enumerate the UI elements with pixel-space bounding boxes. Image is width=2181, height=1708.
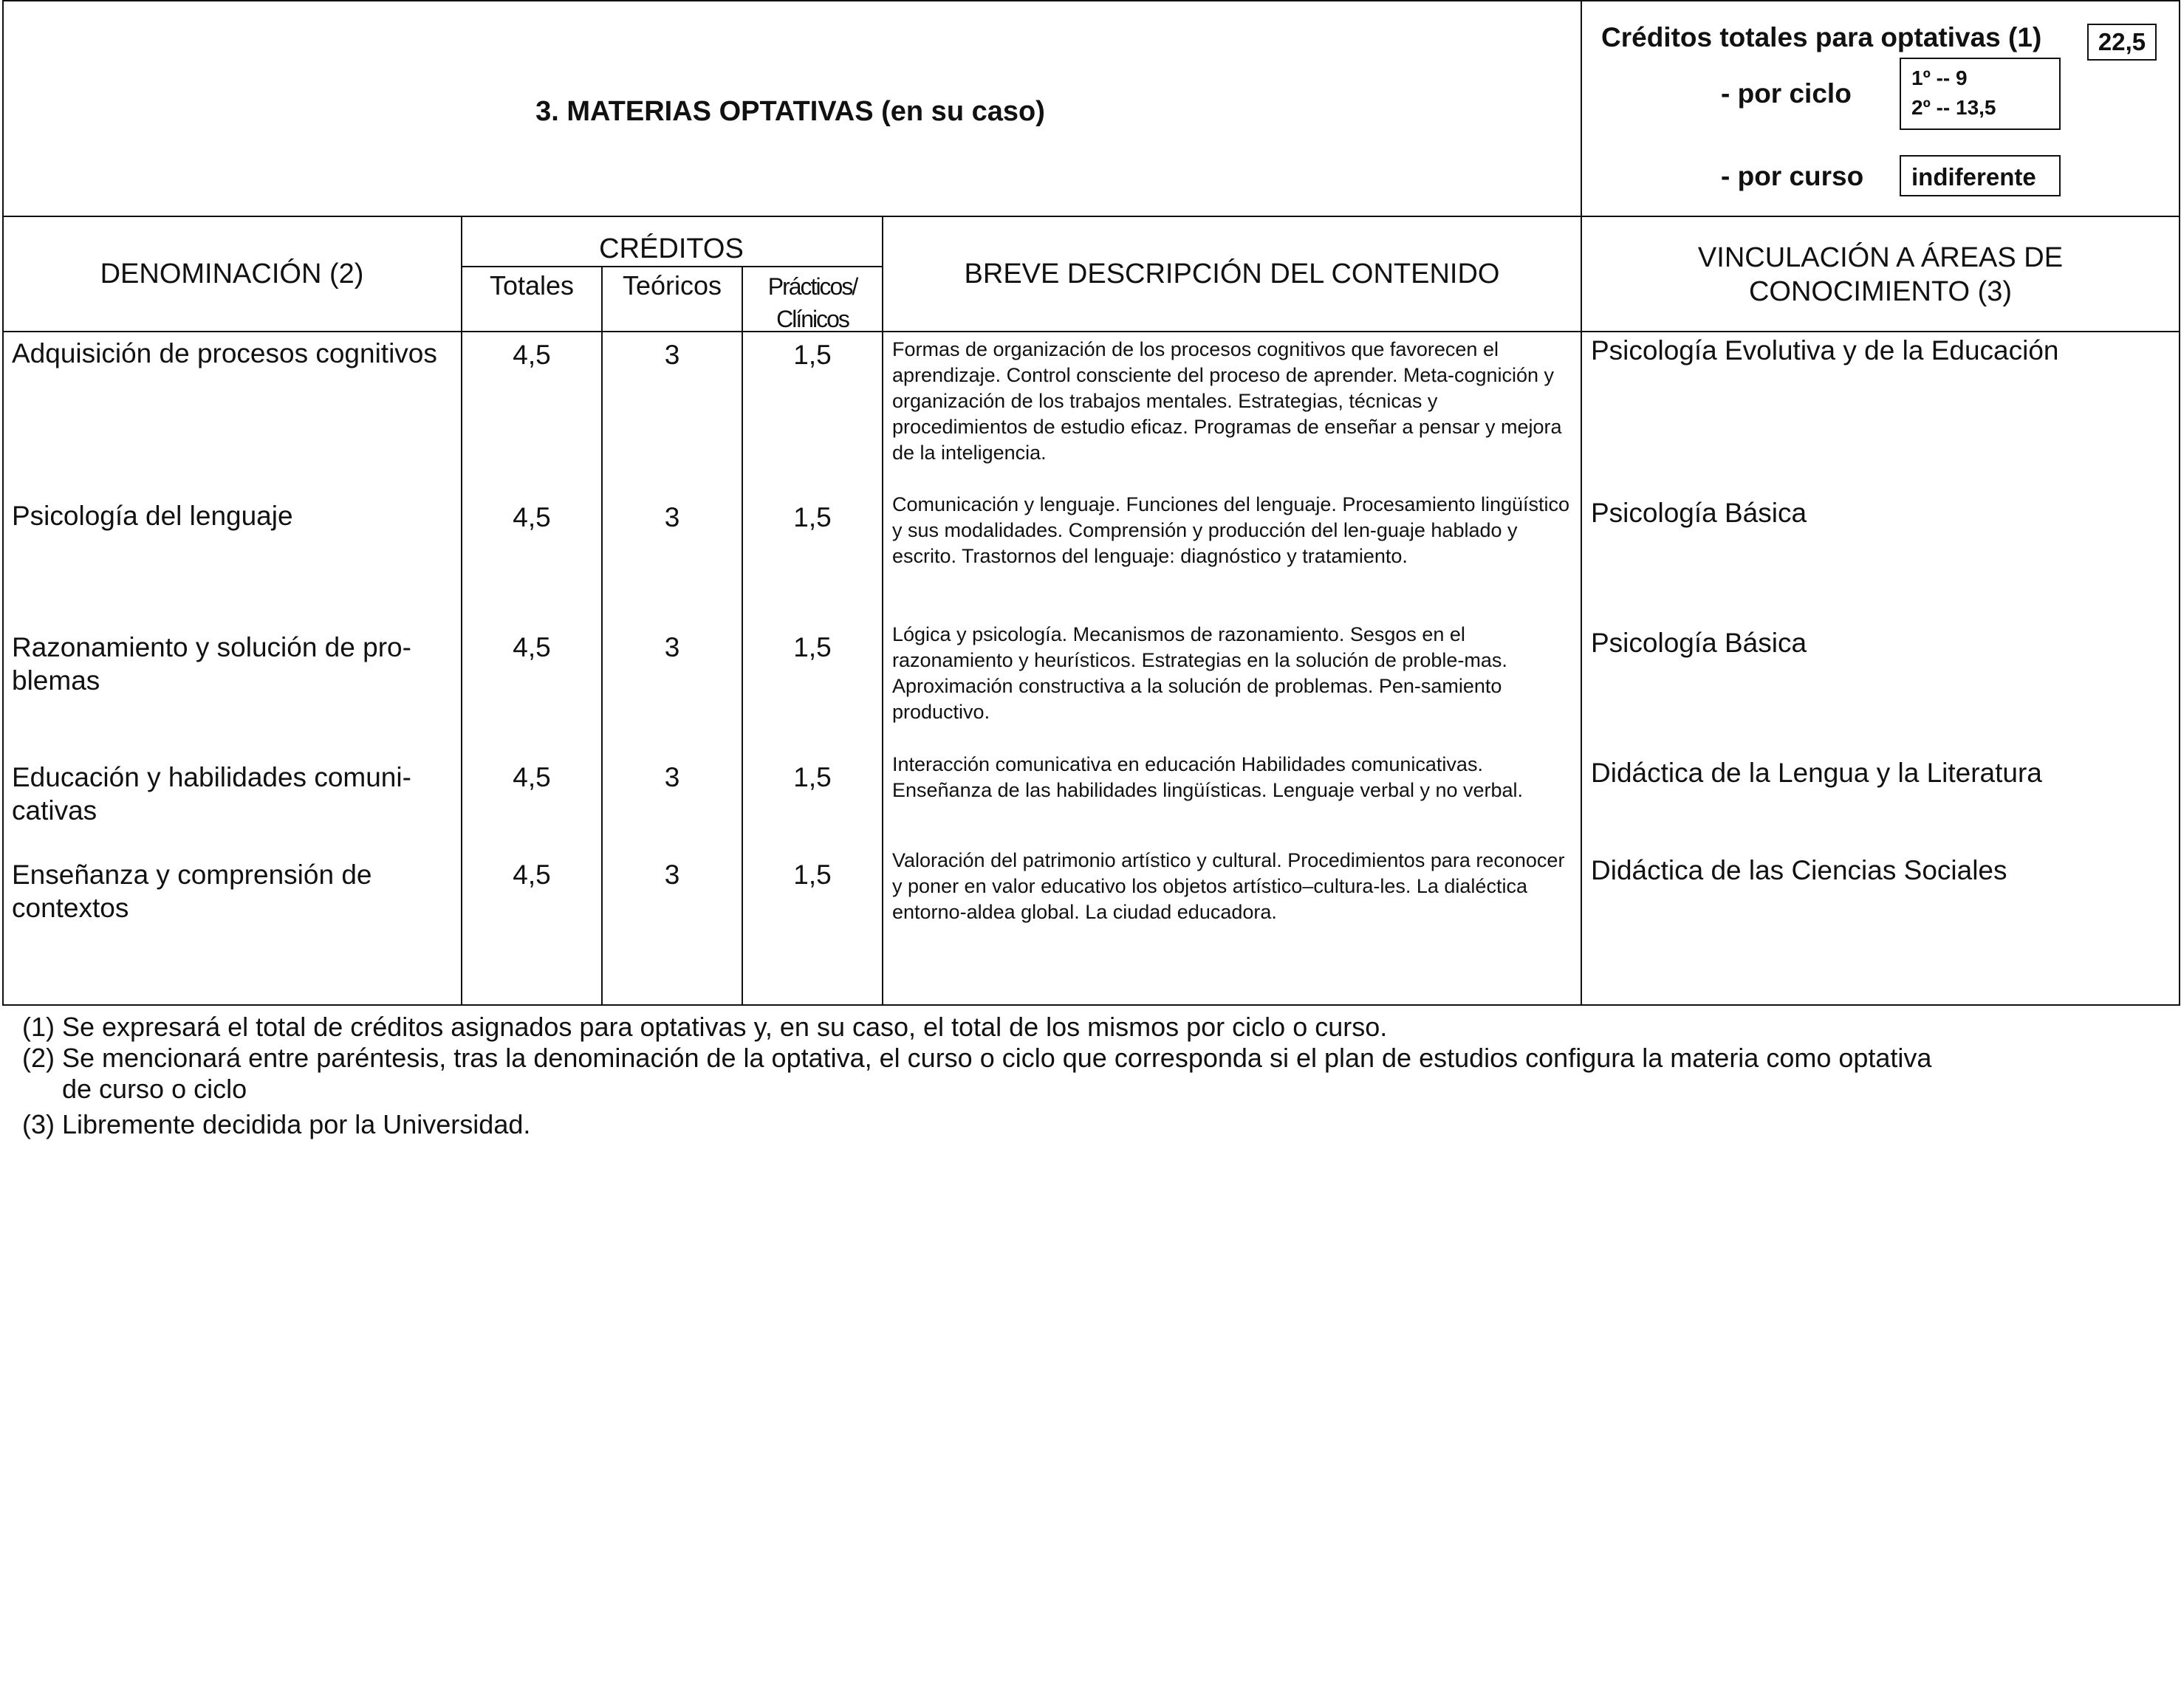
- row-area: Psicología Básica: [1591, 498, 1807, 528]
- row-totales: 4,5: [513, 502, 551, 532]
- ciclo-1-value: 1º -- 9: [1911, 66, 1968, 89]
- row-denominacion: Adquisición de procesos cognitivos: [12, 338, 437, 368]
- row-area: Psicología Básica: [1591, 628, 1807, 658]
- right-column-divider: [1581, 0, 1582, 1006]
- section-title: 3. MATERIAS OPTATIVAS (en su caso): [535, 96, 1045, 127]
- row-denominacion: Educación y habilidades comuni-cativas: [12, 762, 411, 826]
- header-vinculacion-line2: CONOCIMIENTO (3): [1748, 276, 2013, 307]
- row-practicos: 1,5: [793, 502, 832, 532]
- header-creditos: CRÉDITOS: [599, 233, 744, 264]
- creditos-totales-label: Créditos totales para optativas (1): [1601, 22, 2042, 52]
- por-ciclo-box: [1900, 58, 2061, 130]
- header-teoricos: Teóricos: [622, 270, 722, 301]
- header-practicos-line2: Clínicos: [776, 306, 849, 332]
- por-curso-label: - por curso: [1721, 161, 1864, 191]
- creditos-divider: [462, 266, 882, 267]
- footnote-2-continuation: de curso o ciclo: [62, 1074, 247, 1104]
- header-practicos-line1: Prácticos/: [767, 273, 857, 300]
- row-denominacion: Razonamiento y solución de pro-blemas: [12, 632, 411, 696]
- row-descripcion: Valoración del patrimonio artístico y cultural. Procedimientos para reconocer y poner en valor educativo los objetos artístico–cultura-les. La dialéctica entorno-aldea global. La ciudad educadora.: [892, 849, 1565, 923]
- col-divider-4: [882, 216, 883, 1006]
- row-area: Didáctica de las Ciencias Sociales: [1591, 855, 2007, 885]
- row-practicos: 1,5: [793, 762, 832, 792]
- footnote-2: (2) Se mencionará entre paréntesis, tras la denominación de la optativa, el curso o ciclo que corresponda si el plan de estudios configura la materia como optativa: [22, 1043, 1932, 1073]
- header-totales: Totales: [489, 270, 575, 301]
- header-divider: [2, 216, 2180, 217]
- por-curso-value: indiferente: [1900, 155, 2061, 196]
- row-descripcion: Lógica y psicología. Mecanismos de razonamiento. Sesgos en el razonamiento y heurísticos. Estrategias en la solución de proble-mas. Aproximación constructiva a la solución de problemas. Pen-samiento productivo.: [892, 623, 1507, 723]
- row-teoricos: 3: [664, 632, 680, 662]
- row-totales: 4,5: [513, 762, 551, 792]
- row-practicos: 1,5: [793, 860, 832, 890]
- row-denominacion: Psicología del lenguaje: [12, 501, 293, 531]
- row-teoricos: 3: [664, 502, 680, 532]
- row-denominacion: Enseñanza y comprensión de contextos: [12, 860, 372, 923]
- creditos-totales-value: 22,5: [2087, 24, 2157, 61]
- header-denominacion: DENOMINACIÓN (2): [100, 258, 364, 289]
- row-descripcion: Interacción comunicativa en educación Habilidades comunicativas. Enseñanza de las habilidades lingüísticas. Lenguaje verbal y no verbal.: [892, 753, 1524, 801]
- header-vinculacion: [1582, 241, 2179, 309]
- row-teoricos: 3: [664, 340, 680, 370]
- row-descripcion: Comunicación y lenguaje. Funciones del lenguaje. Procesamiento lingüístico y sus modalidades. Comprensión y producción del len-guaje hablado y escrito. Trastornos del lenguaje: diagnóstico y tratamiento.: [892, 493, 1570, 567]
- footnote-1: (1) Se expresará el total de créditos asignados para optativas y, en su caso, el total de los mismos por ciclo o curso.: [22, 1012, 1388, 1042]
- footnote-3: (3) Libremente decidida por la Universidad.: [22, 1109, 531, 1139]
- row-practicos: 1,5: [793, 340, 832, 370]
- row-totales: 4,5: [513, 860, 551, 890]
- row-area: Psicología Evolutiva y de la Educación: [1591, 335, 2059, 366]
- column-header-divider: [2, 331, 2180, 332]
- ciclo-2-value: 2º -- 13,5: [1911, 96, 1996, 119]
- row-totales: 4,5: [513, 632, 551, 662]
- row-area: Didáctica de la Lengua y la Literatura: [1591, 758, 2042, 788]
- row-descripcion: Formas de organización de los procesos cognitivos que favorecen el aprendizaje. Control consciente del proceso de aprender. Meta-cognición y organización de los trabajos mentales. Estrategias, técnicas y procedimientos de estudio eficaz. Programas de enseñar a pensar y mejora de la inteligencia.: [892, 338, 1562, 464]
- header-vinculacion-line1: VINCULACIÓN A ÁREAS DE: [1697, 242, 2064, 273]
- row-teoricos: 3: [664, 860, 680, 890]
- por-ciclo-label: - por ciclo: [1721, 78, 1852, 109]
- row-totales: 4,5: [513, 340, 551, 370]
- row-teoricos: 3: [664, 762, 680, 792]
- row-practicos: 1,5: [793, 632, 832, 662]
- header-practicos: [743, 270, 882, 335]
- header-descripcion: BREVE DESCRIPCIÓN DEL CONTENIDO: [964, 258, 1500, 289]
